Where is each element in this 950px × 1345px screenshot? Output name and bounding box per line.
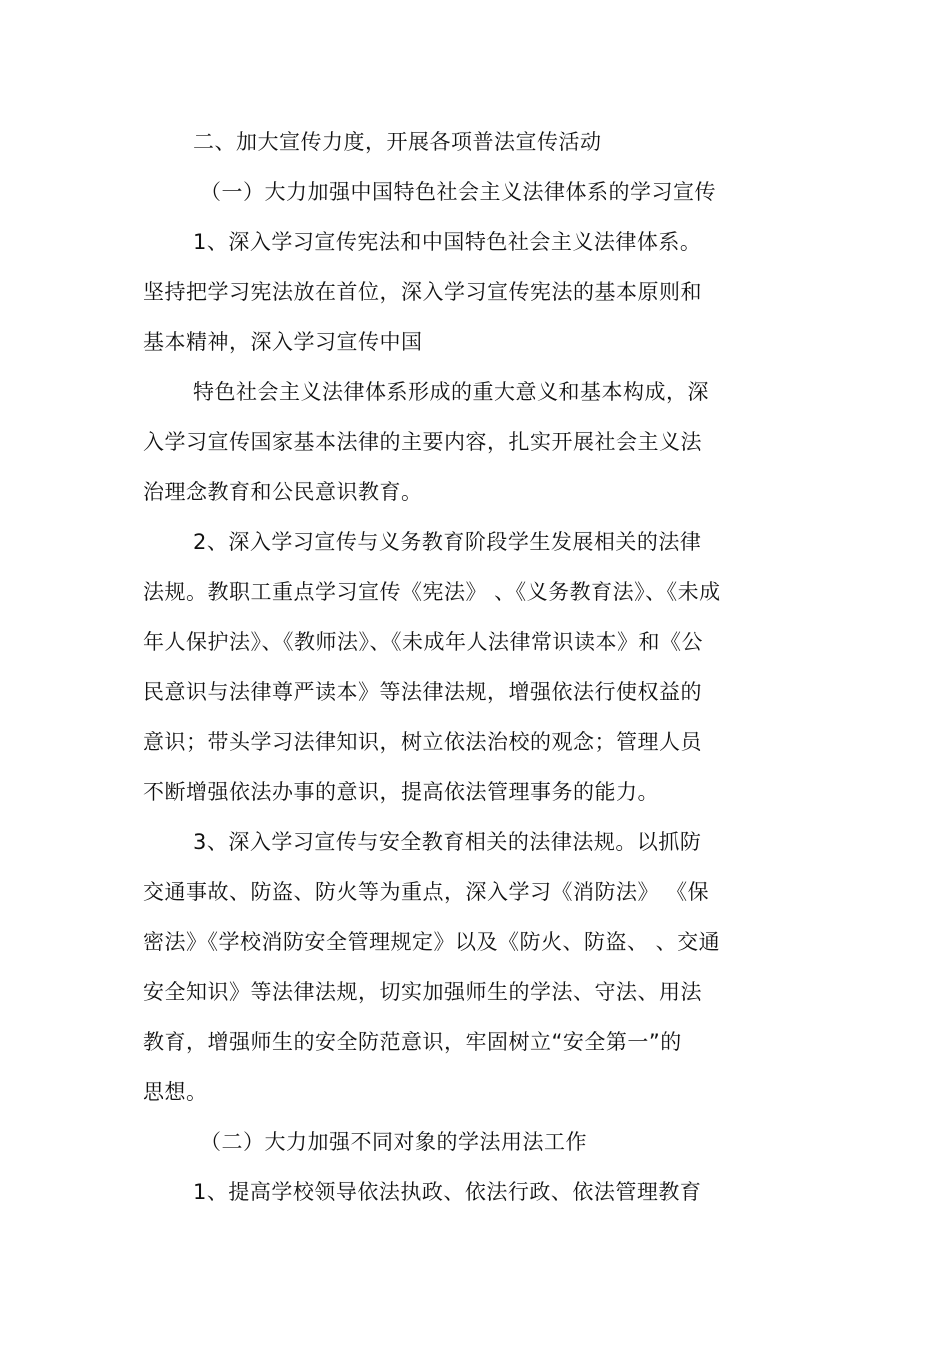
paragraph-line: 年人保护法》、《教师法》、《未成年人法律常识读本》和《公: [143, 630, 703, 654]
paragraph-line: 密法》《学校消防安全管理规定》以及《防火、防盗、 、交通: [143, 930, 721, 954]
subsection-heading: （一）大力加强中国特色社会主义法律体系的学习宣传: [200, 180, 716, 204]
paragraph-line: 法规。教职工重点学习宣传《宪法》 、《义务教育法》、《未成: [143, 580, 721, 604]
paragraph-line: 2、深入学习宣传与义务教育阶段学生发展相关的法律: [193, 530, 702, 554]
paragraph-line: 坚持把学习宪法放在首位，深入学习宣传宪法的基本原则和: [143, 280, 702, 304]
paragraph-line: 治理念教育和公民意识教育。: [143, 480, 423, 504]
section-heading: 二、加大宣传力度，开展各项普法宣传活动: [193, 130, 602, 154]
paragraph-line: 1、深入学习宣传宪法和中国特色社会主义法律体系。: [193, 230, 702, 254]
paragraph-line: 安全知识》等法律法规，切实加强师生的学法、守法、用法: [143, 980, 702, 1004]
paragraph-line: 基本精神，深入学习宣传中国: [143, 330, 423, 354]
paragraph-line: 入学习宣传国家基本法律的主要内容，扎实开展社会主义法: [143, 430, 702, 454]
paragraph-line: 教育，增强师生的安全防范意识，牢固树立“安全第一”的: [143, 1030, 682, 1054]
paragraph-line: 不断增强依法办事的意识，提高依法管理事务的能力。: [143, 780, 659, 804]
paragraph-line: 特色社会主义法律体系形成的重大意义和基本构成，深: [193, 380, 709, 404]
paragraph-line: 3、深入学习宣传与安全教育相关的法律法规。以抓防: [193, 830, 702, 854]
subsection-heading: （二）大力加强不同对象的学法用法工作: [200, 1130, 587, 1154]
paragraph-line: 思想。: [143, 1080, 208, 1104]
paragraph-line: 民意识与法律尊严读本》等法律法规，增强依法行使权益的: [143, 680, 702, 704]
paragraph-line: 意识；带头学习法律知识，树立依法治校的观念；管理人员: [143, 730, 702, 754]
paragraph-line: 1、提高学校领导依法执政、依法行政、依法管理教育: [193, 1180, 702, 1204]
paragraph-line: 交通事故、防盗、防火等为重点，深入学习《消防法》 《保: [143, 880, 710, 904]
